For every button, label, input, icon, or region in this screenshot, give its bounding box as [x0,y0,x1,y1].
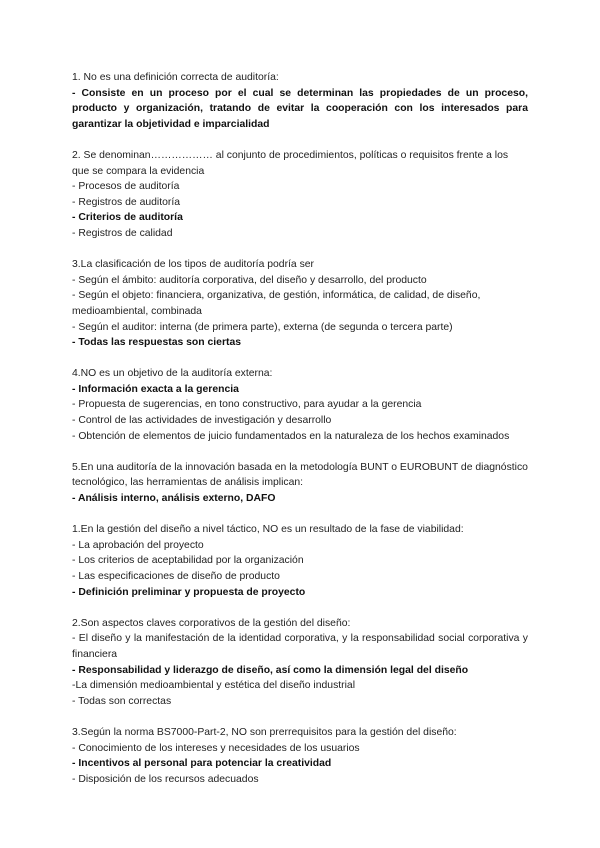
answer-option-correct: - Información exacta a la gerencia [72,383,239,395]
question-stem: 5.En una auditoría de la innovación basada en la metodología BUNT o EUROBUNT de diagnóstico tecnológico, las herramientas de análisis implican: [72,461,528,489]
answer-option-correct: - Incentivos al personal para potenciar la creatividad [72,758,332,770]
question-stem: 3.La clasificación de los tipos de auditoría podría ser [72,259,315,271]
answer-option: - Control de las actividades de investigación y desarrollo [72,415,332,427]
question-block [72,148,528,242]
question-block [72,616,528,710]
question-stem: 3.Según la norma BS7000-Part-2, NO son prerrequisitos para la gestión del diseño: [72,726,457,738]
answer-option-correct: - Consiste en un proceso por el cual se determinan las propiedades de un proceso, producto y organización, tratando de evitar la cooperación con los interesados para garantizar la objetividad e imparcialidad [72,87,528,130]
answer-option: - La aprobación del proyecto [72,539,204,551]
answer-option: -La dimensión medioambiental y estética del diseño industrial [72,680,356,692]
answer-option: - Todas son correctas [72,695,172,707]
answer-option-correct: - Definición preliminar y propuesta de proyecto [72,586,306,598]
question-stem: 1.En la gestión del diseño a nivel táctico, NO es un resultado de la fase de viabilidad: [72,524,464,536]
answer-option: - Propuesta de sugerencias, en tono constructivo, para ayudar a la gerencia [72,399,422,411]
answer-option: - El diseño y la manifestación de la identidad corporativa, y la responsabilidad social corporativa y financiera [72,633,528,660]
answer-option: - Según el auditor: interna (de primera parte), externa (de segunda o tercera parte) [72,321,453,333]
question-stem: 1. No es una definición correcta de auditoría: [72,72,279,83]
question-stem: 2. Se denominan……………… al conjunto de procedimientos, políticas o requisitos frente a los que se compara la evidencia [72,149,509,177]
answer-option: - Según el ámbito: auditoría corporativa, del diseño y desarrollo, del producto [72,274,427,286]
answer-option-correct: - Todas las respuestas son ciertas [72,337,242,349]
question-block [72,70,528,132]
answer-option: - Registros de calidad [72,227,173,239]
question-block [72,460,528,507]
question-block [72,257,528,351]
question-block [72,725,528,787]
answer-option-correct: - Responsabilidad y liderazgo de diseño, así como la dimensión legal del diseño [72,664,469,676]
answer-option: - Los criterios de aceptabilidad por la organización [72,555,304,567]
question-block [72,522,528,600]
answer-option-correct: - Análisis interno, análisis externo, DAFO [72,493,276,505]
answer-option: - Conocimiento de los intereses y necesidades de los usuarios [72,742,360,754]
answer-option: - Obtención de elementos de juicio fundamentados en la naturaleza de los hechos examinados [72,430,510,442]
question-stem: 4.NO es un objetivo de la auditoría externa: [72,368,273,380]
answer-option: - Procesos de auditoría [72,181,180,193]
question-list [72,70,528,803]
question-block [72,366,528,444]
question-stem: 2.Son aspectos claves corporativos de la gestión del diseño: [72,617,351,629]
answer-option: - Disposición de los recursos adecuados [72,773,259,785]
answer-option: - Las especificaciones de diseño de producto [72,571,280,582]
answer-option: - Según el objeto: financiera, organizativa, de gestión, informática, de calidad, de diseño, medioambiental, combinada [72,290,481,317]
answer-option: - Registros de auditoría [72,196,181,208]
answer-option-correct: - Criterios de auditoría [72,212,183,224]
